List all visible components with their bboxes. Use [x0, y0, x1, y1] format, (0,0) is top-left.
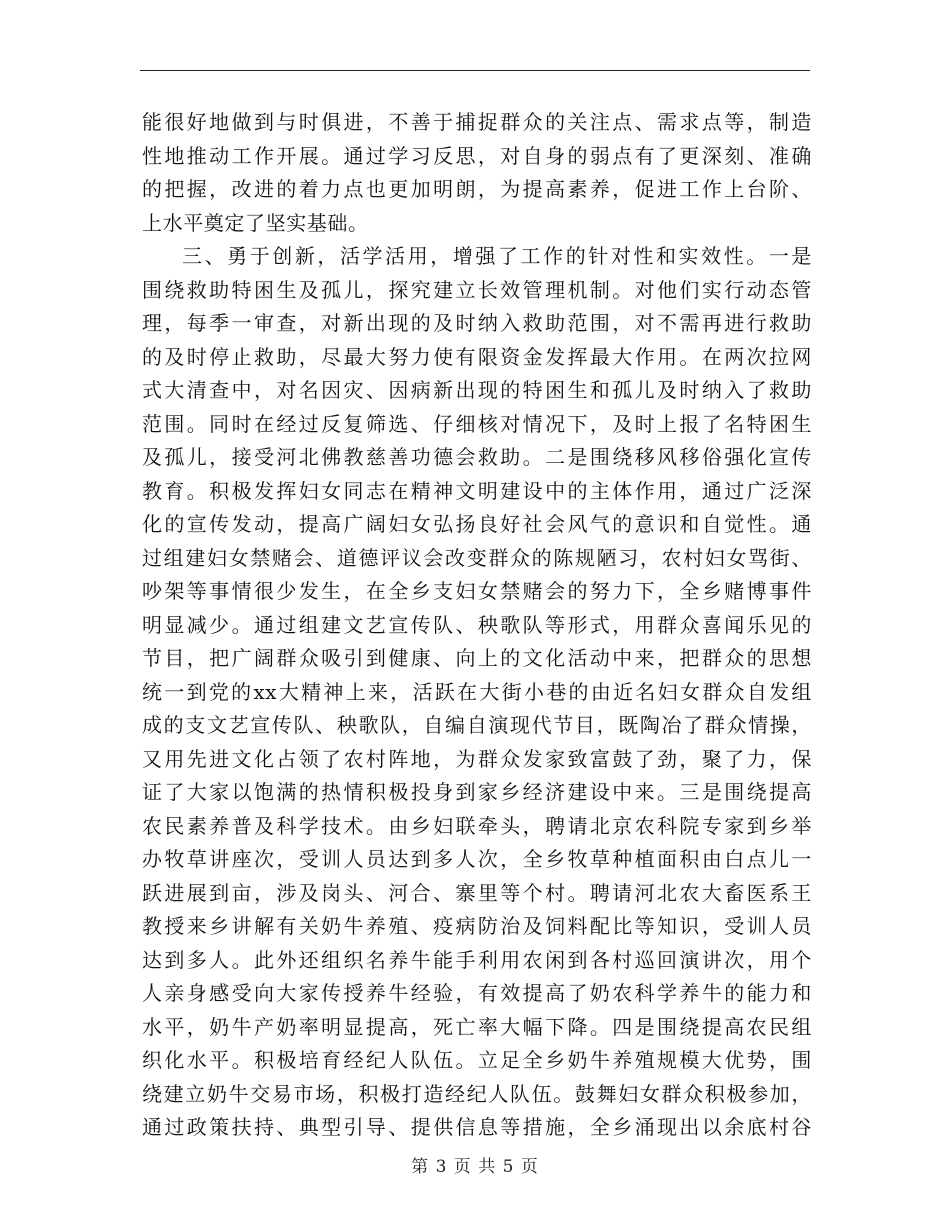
header-rule	[140, 70, 810, 71]
text-line: 织化水平。积极培育经纪人队伍。立足全乡奶牛养殖规模大优势，围	[142, 1048, 812, 1072]
text-line: 人亲身感受向大家传授养牛经验，有效提高了奶农科学养牛的能力和	[142, 981, 812, 1005]
text-line: 又用先进文化占领了农村阵地，为群众发家致富鼓了劲，聚了力，保	[142, 746, 812, 771]
text-line: 证了大家以饱满的热情积极投身到家乡经济建设中来。三是围绕提高	[142, 780, 812, 804]
text-line: 及孤儿，接受河北佛教慈善功德会救助。二是围绕移风移俗强化宣传	[142, 445, 812, 469]
text-line: 达到多人。此外还组织名养牛能手利用农闲到各村巡回演讲次，用个	[142, 947, 812, 972]
document-body	[142, 106, 812, 1145]
text-line: 明显减少。通过组建文艺宣传队、秧歌队等形式，用群众喜闻乐见的	[142, 612, 812, 637]
text-line: 吵架等事情很少发生，在全乡支妇女禁赌会的努力下，全乡赌博事件	[142, 579, 812, 603]
text-line: 教授来乡讲解有关奶牛养殖、疫病防治及饲料配比等知识，受训人员	[142, 914, 812, 938]
text-line: 成的支文艺宣传队、秧歌队，自编自演现代节目，既陶冶了群众情操，	[142, 713, 812, 737]
text-line: 办牧草讲座次，受训人员达到多人次，全乡牧草种植面积由白点儿一	[142, 847, 812, 871]
paragraph-start-line: 三、勇于创新，活学活用，增强了工作的针对性和实效性。一是	[182, 244, 812, 268]
text-line: 式大清查中，对名因灾、因病新出现的特困生和孤儿及时纳入了救助	[142, 378, 812, 402]
text-line: 性地推动工作开展。通过学习反思，对自身的弱点有了更深刻、准确	[142, 143, 812, 168]
text-line: 范围。同时在经过反复筛选、仔细核对情况下，及时上报了名特困生	[142, 411, 812, 436]
text-line: 围绕救助特困生及孤儿，探究建立长效管理机制。对他们实行动态管	[142, 277, 812, 302]
text-line: 的及时停止救助，尽最大努力使有限资金发挥最大作用。在两次拉网	[142, 344, 812, 369]
page-number-footer: 第 3 页 共 5 页	[411, 1157, 539, 1177]
text-line: 通过政策扶持、典型引导、提供信息等措施，全乡涌现出以余底村谷	[142, 1115, 812, 1139]
text-line: 统一到党的xx大精神上来，活跃在大街小巷的由近名妇女群众自发组	[142, 679, 812, 704]
text-line: 上水平奠定了坚实基础。	[142, 210, 369, 235]
text-line: 农民素养普及科学技术。由乡妇联牵头，聘请北京农科院专家到乡举	[142, 813, 812, 838]
text-line: 节目，把广阔群众吸引到健康、向上的文化活动中来，把群众的思想	[142, 646, 812, 670]
text-line: 的把握，改进的着力点也更加明朗，为提高素养，促进工作上台阶、	[142, 177, 812, 201]
text-line: 水平，奶牛产奶率明显提高，死亡率大幅下降。四是围绕提高农民组	[142, 1014, 812, 1039]
text-line: 跃进展到亩，涉及岗头、河合、寨里等个村。聘请河北农大畜医系王	[142, 880, 812, 905]
text-line: 化的宣传发动，提高广阔妇女弘扬良好社会风气的意识和自觉性。通	[142, 512, 812, 536]
text-line: 能很好地做到与时俱进，不善于捕捉群众的关注点、需求点等，制造	[142, 110, 812, 134]
text-line: 教育。积极发挥妇女同志在精神文明建设中的主体作用，通过广泛深	[142, 478, 812, 503]
text-line: 过组建妇女禁赌会、道德评议会改变群众的陈规陋习，农村妇女骂街、	[142, 545, 812, 570]
text-line: 理，每季一审查，对新出现的及时纳入救助范围，对不需再进行救助	[142, 311, 812, 335]
text-line: 绕建立奶牛交易市场，积极打造经纪人队伍。鼓舞妇女群众积极参加，	[142, 1081, 812, 1106]
